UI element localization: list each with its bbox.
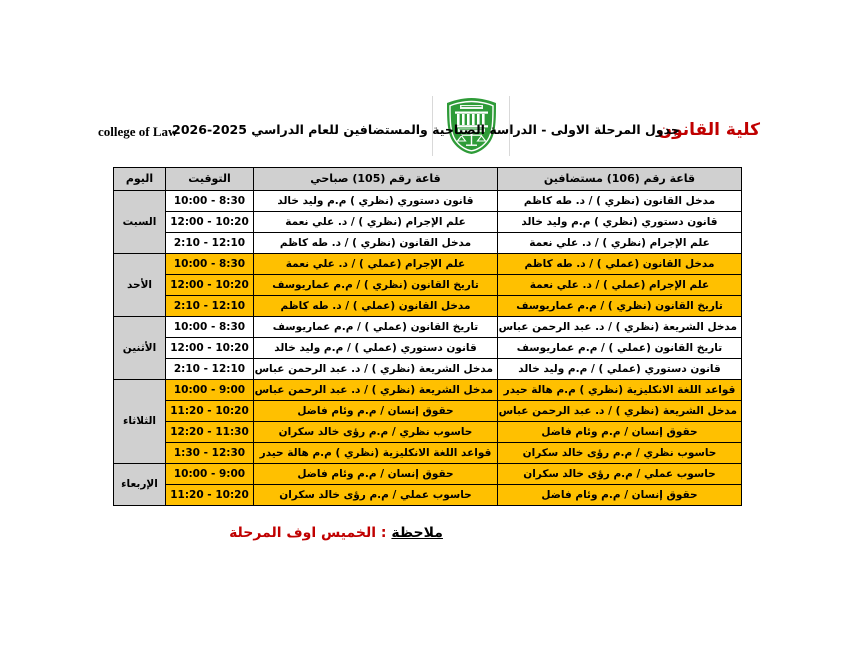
cell-hall1: قانون دستوري (عملي ) / م.م وليد خالد [254,338,498,359]
table-row [114,359,742,380]
cell-hall2: حقوق إنسان / م.م وئام فاضل [498,422,742,443]
cell-time: 12:30 - 1:30 [166,443,254,464]
table-row [114,464,742,485]
cell-day: الثلاثاء [114,380,166,464]
cell-hall2: علم الإجرام (نظري ) / د. علي نعمة [498,233,742,254]
table-row [114,422,742,443]
cell-hall1: مدخل الشريعة (نظري ) / د. عبد الرحمن عباس [254,359,498,380]
footer-note [0,525,852,541]
table-row [114,485,742,506]
cell-hall2: مدخل الشريعة (نظري ) / د. عبد الرحمن عباس [498,317,742,338]
page-title: جدول المرحلة الاولى - الدراسة الصباحية والمستضافين للعام الدراسي 2025-2026 [172,122,680,137]
schedule-table-body [114,191,742,506]
cell-hall2: حاسوب نظري / م.م رؤى خالد سكران [498,443,742,464]
cell-hall2: قانون دستوري (عملي ) / م.م وليد خالد [498,359,742,380]
column-header-time: التوقيت [166,168,254,191]
note-label: ملاحظة [391,525,443,541]
cell-day: الإربعاء [114,464,166,506]
cell-time: 12:10 - 2:10 [166,359,254,380]
cell-hall1: علم الإجرام (عملي ) / د. علي نعمة [254,254,498,275]
cell-hall2: قانون دستوري (نظري ) م.م وليد خالد [498,212,742,233]
table-row [114,233,742,254]
cell-time: 11:30 - 12:20 [166,422,254,443]
cell-time: 8:30 - 10:00 [166,254,254,275]
cell-hall2: حاسوب عملي / م.م رؤى خالد سكران [498,464,742,485]
cell-hall1: قانون دستوري (نظري ) م.م وليد خالد [254,191,498,212]
cell-hall1: حاسوب نظري / م.م رؤى خالد سكران [254,422,498,443]
cell-time: 12:10 - 2:10 [166,233,254,254]
cell-hall1: قواعد اللغة الانكليزية (نظري ) م.م هالة حيدر [254,443,498,464]
cell-time: 10:20 - 11:20 [166,401,254,422]
cell-time: 12:10 - 2:10 [166,296,254,317]
cell-hall2: تاريخ القانون (عملي ) / م.م عماريوسف [498,338,742,359]
table-header-row [114,168,742,191]
cell-hall2: مدخل القانون (نظري ) / د. طه كاظم [498,191,742,212]
cell-hall1: حقوق إنسان / م.م وئام فاضل [254,401,498,422]
cell-hall1: حقوق إنسان / م.م وئام فاضل [254,464,498,485]
cell-day: الأحد [114,254,166,317]
cell-hall2: مدخل الشريعة (نظري ) / د. عبد الرحمن عباس [498,401,742,422]
cell-time: 10:20 - 12:00 [166,275,254,296]
cell-time: 10:20 - 12:00 [166,212,254,233]
cell-day: السبت [114,191,166,254]
table-row [114,443,742,464]
college-english-title: college of Law [98,124,178,139]
table-row [114,254,742,275]
cell-hall2: حقوق إنسان / م.م وئام فاضل [498,485,742,506]
cell-time: 8:30 - 10:00 [166,191,254,212]
table-row [114,212,742,233]
cell-hall1: تاريخ القانون (عملي ) / م.م عماريوسف [254,317,498,338]
note-separator: : [376,525,392,541]
table-row [114,296,742,317]
cell-time: 10:20 - 12:00 [166,338,254,359]
cell-hall2: مدخل القانون (عملي ) / د. طه كاظم [498,254,742,275]
table-row [114,401,742,422]
note-text: الخميس اوف المرحلة [229,525,377,541]
cell-hall1: حاسوب عملي / م.م رؤى خالد سكران [254,485,498,506]
table-row [114,275,742,296]
table-row [114,317,742,338]
schedule-table-container [114,167,742,506]
cell-hall2: تاريخ القانون (نظري ) / م.م عماريوسف [498,296,742,317]
cell-time: 10:20 - 11:20 [166,485,254,506]
cell-time: 9:00 - 10:00 [166,464,254,485]
table-row [114,380,742,401]
cell-time: 9:00 - 10:00 [166,380,254,401]
schedule-table-head [114,168,742,191]
cell-time: 8:30 - 10:00 [166,317,254,338]
cell-hall1: مدخل القانون (نظري ) / د. طه كاظم [254,233,498,254]
column-header-day: اليوم [114,168,166,191]
cell-day: الأثنين [114,317,166,380]
cell-hall1: مدخل الشريعة (نظري ) / د. عبد الرحمن عباس [254,380,498,401]
cell-hall1: تاريخ القانون (نظري ) / م.م عماريوسف [254,275,498,296]
college-arabic-title: كلية القانون [657,120,760,140]
cell-hall1: علم الإجرام (نظري ) / د. علي نعمة [254,212,498,233]
cell-hall2: علم الإجرام (عملي ) / د. علي نعمة [498,275,742,296]
column-header-hall2: قاعة رقم (106) مستضافين [498,168,742,191]
table-row [114,191,742,212]
schedule-table [113,167,742,506]
cell-hall2: قواعد اللغة الانكليزية (نظري ) م.م هالة حيدر [498,380,742,401]
table-row [114,338,742,359]
cell-hall1: مدخل القانون (عملي ) / د. طه كاظم [254,296,498,317]
column-header-hall1: قاعة رقم (105) صباحي [254,168,498,191]
